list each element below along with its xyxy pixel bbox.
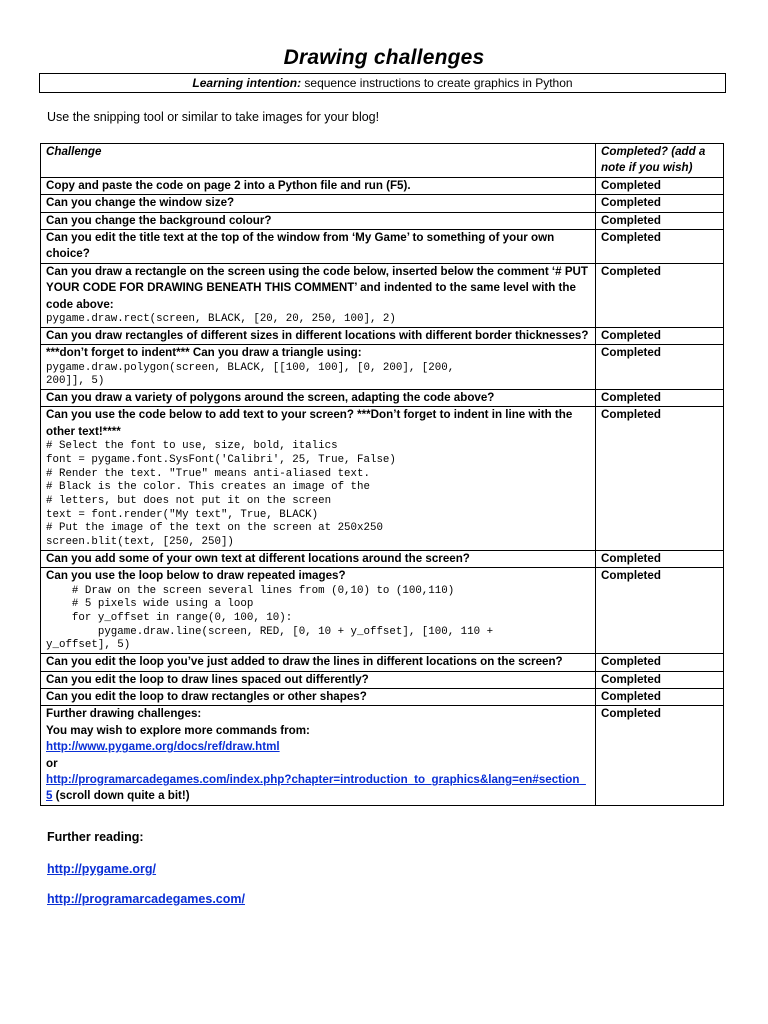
challenge-cell: Can you add some of your own text at different locations around the screen? [41, 550, 596, 567]
or-text: or [46, 756, 58, 770]
challenge-cell [41, 263, 596, 327]
programarcadegames-home-link[interactable]: http://programarcadegames.com/ [47, 892, 245, 906]
status-cell: Completed [596, 688, 724, 705]
further-reading-label: Further reading: [47, 830, 144, 844]
further-challenges-cell [41, 706, 596, 805]
header-completed: Completed? (add a note if you wish) [596, 144, 724, 178]
challenge-text: Can you draw a rectangle on the screen using the code below, inserted below the comment ‘# PUT YOUR CODE FOR DRAWING BENEATH THIS COMMENT’ and indented to the same level with the code above: [46, 264, 589, 311]
challenge-cell: Can you draw a variety of polygons around the screen, adapting the code above? [41, 389, 596, 406]
table-row [41, 177, 724, 194]
challenge-text: Can you use the code below to add text to your screen? ***Don’t forget to indent in line with the other text!**** [46, 408, 573, 438]
learning-intention-text: sequence instructions to create graphics in Python [301, 76, 573, 90]
header-challenge: Challenge [41, 144, 596, 178]
table-row [41, 195, 724, 212]
table-row [41, 550, 724, 567]
table-row [41, 327, 724, 344]
status-cell: Completed [596, 195, 724, 212]
challenge-cell: Can you change the window size? [41, 195, 596, 212]
challenges-table [40, 143, 724, 806]
challenge-cell [41, 407, 596, 550]
further-heading: Further drawing challenges: [46, 707, 202, 721]
challenge-text: ***don’t forget to indent*** Can you draw a triangle using: [46, 346, 362, 360]
table-row [41, 407, 724, 550]
challenge-cell [41, 568, 596, 654]
code-snippet: # Select the font to use, size, bold, italics font = pygame.font.SysFont('Calibri', 25, True, False) # Render the text. "True" means anti-aliased text. # Black is the color. This creates an image of the # letters, but does not put it on the screen text = font.render("My text", True, BLACK) # Put the image of the text on the screen at 250x250 screen.blit(text, [250, 250]) [46, 440, 396, 549]
table-row [41, 389, 724, 406]
scroll-note: (scroll down quite a bit!) [52, 789, 190, 803]
challenge-cell: Can you edit the loop to draw rectangles or other shapes? [41, 688, 596, 705]
challenge-cell [41, 345, 596, 390]
status-cell: Completed [596, 568, 724, 654]
pygame-draw-link[interactable]: http://www.pygame.org/docs/ref/draw.html [46, 740, 280, 754]
status-cell: Completed [596, 212, 724, 229]
status-cell: Completed [596, 671, 724, 688]
status-cell: Completed [596, 327, 724, 344]
code-snippet: pygame.draw.polygon(screen, BLACK, [[100, 100], [0, 200], [200, 200]], 5) [46, 361, 455, 388]
challenge-cell: Can you edit the loop you’ve just added to draw the lines in different locations on the screen? [41, 654, 596, 671]
further-explore-text: You may wish to explore more commands from: [46, 723, 310, 737]
challenge-cell: Can you change the background colour? [41, 212, 596, 229]
code-snippet: pygame.draw.rect(screen, BLACK, [20, 20, 250, 100], 2) [46, 313, 396, 326]
status-cell: Completed [596, 345, 724, 390]
status-cell: Completed [596, 550, 724, 567]
challenge-cell: Can you draw rectangles of different sizes in different locations with different border thicknesses? [41, 327, 596, 344]
status-cell: Completed [596, 407, 724, 550]
programarcadegames-graphics-link[interactable]: http://programarcadegames.com/index.php?chapter=introduction_to_graphics&lang=en#section_5 [46, 773, 586, 803]
status-cell: Completed [596, 177, 724, 194]
learning-intention-box [39, 73, 726, 93]
table-row [41, 230, 724, 264]
table-row [41, 212, 724, 229]
table-row [41, 688, 724, 705]
table-row-further [41, 706, 724, 805]
intro-text: Use the snipping tool or similar to take images for your blog! [47, 110, 380, 124]
status-cell: Completed [596, 389, 724, 406]
status-cell: Completed [596, 654, 724, 671]
table-row [41, 654, 724, 671]
status-cell: Completed [596, 230, 724, 264]
table-row [41, 263, 724, 327]
status-cell: Completed [596, 263, 724, 327]
table-row [41, 345, 724, 390]
challenge-cell: Can you edit the loop to draw lines spaced out differently? [41, 671, 596, 688]
code-snippet: # Draw on the screen several lines from (0,10) to (100,110) # 5 pixels wide using a loop for y_offset in range(0, 100, 10): pygame.draw.line(screen, RED, [0, 10 + y_offset], [100, 110 + y_offset], 5) [46, 584, 494, 652]
challenge-text: Can you use the loop below to draw repeated images? [46, 569, 346, 583]
learning-intention-label: Learning intention: [192, 76, 302, 90]
page-title: Drawing challenges [283, 46, 485, 69]
table-row [41, 671, 724, 688]
pygame-home-link[interactable]: http://pygame.org/ [47, 862, 157, 876]
challenge-cell: Can you edit the title text at the top of the window from ‘My Game’ to something of your own choice? [41, 230, 596, 264]
status-cell: Completed [596, 706, 724, 805]
challenge-cell: Copy and paste the code on page 2 into a Python file and run (F5). [41, 177, 596, 194]
table-row [41, 568, 724, 654]
table-header-row [41, 144, 724, 178]
